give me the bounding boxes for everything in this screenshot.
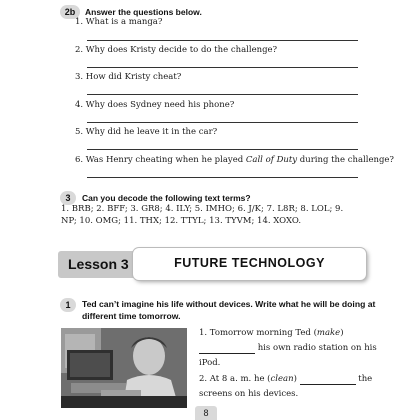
question-1: 1. What is a manga? bbox=[75, 17, 163, 27]
lesson-title: FUTURE TECHNOLOGY bbox=[133, 248, 366, 280]
question-4: 4. Why does Sydney need his phone? bbox=[75, 100, 235, 110]
task-1-title-line1: Ted can’t imagine his life without devices. Write what he will be doing at bbox=[82, 299, 376, 309]
item2-prefix: 2. At 8 a. m. he ( bbox=[199, 374, 271, 384]
question-6 bbox=[75, 155, 394, 165]
item2-verb: clean bbox=[270, 374, 294, 384]
boy-at-computer-photo bbox=[61, 328, 187, 408]
lesson-header bbox=[58, 248, 366, 282]
answer-line-6[interactable] bbox=[87, 177, 358, 178]
question-5: 5. Why did he leave it in the car? bbox=[75, 127, 218, 137]
item1-end: iPod. bbox=[199, 358, 221, 368]
item1-paren: ) bbox=[340, 328, 344, 338]
task-3-title: Can you decode the following text terms? bbox=[82, 193, 251, 203]
item1-verb: make bbox=[316, 328, 341, 338]
answer-line-4[interactable] bbox=[87, 122, 358, 123]
page-number: 8 bbox=[195, 406, 217, 420]
item2-end: screens on his devices. bbox=[199, 389, 299, 399]
task-2b-title: Answer the questions below. bbox=[85, 7, 202, 17]
answer-line-2[interactable] bbox=[87, 67, 358, 68]
item2-paren: ) bbox=[293, 374, 297, 384]
answer-line-1[interactable] bbox=[87, 40, 358, 41]
question-2: 2. Why does Kristy decide to do the challenge? bbox=[75, 45, 278, 55]
text-terms-list: 1. BRB; 2. BFF; 3. GR8; 4. ILY; 5. IMHO; 6. J/K; 7. L8R; 8. LOL; 9. NP; 10. OMG; 11. THX; 12. TTYL; 13. TYVM; 14. XOXO. bbox=[61, 204, 344, 226]
question-3: 3. How did Kristy cheat? bbox=[75, 72, 182, 82]
lesson-label: Lesson 3 bbox=[58, 251, 142, 278]
item1-prefix: 1. Tomorrow morning Ted ( bbox=[199, 328, 317, 338]
exercise-item-1-line3 bbox=[199, 358, 220, 368]
task-2b-badge: 2b bbox=[60, 5, 80, 19]
answer-line-5[interactable] bbox=[87, 149, 358, 150]
photo-illustration bbox=[61, 328, 187, 408]
fill-blank-1[interactable] bbox=[199, 343, 255, 354]
task-3-badge: 3 bbox=[60, 191, 76, 205]
exercise-item-1-line2 bbox=[199, 343, 377, 354]
item2-rest: the bbox=[358, 374, 373, 384]
game-title: Call of Duty bbox=[245, 155, 298, 165]
exercise-item-2-line2 bbox=[199, 389, 298, 399]
task-1-badge: 1 bbox=[60, 298, 76, 312]
fill-blank-2[interactable] bbox=[300, 374, 356, 385]
task-1-title-line2: different time tomorrow. bbox=[82, 311, 181, 321]
answer-line-3[interactable] bbox=[87, 94, 358, 95]
question-6-text: 6. Was Henry cheating when he played Call of Duty during the challenge? bbox=[75, 155, 394, 165]
item1-rest: his own radio station on his bbox=[257, 343, 377, 353]
exercise-item-1-line1 bbox=[199, 328, 344, 338]
exercise-item-2-line1 bbox=[199, 374, 372, 385]
